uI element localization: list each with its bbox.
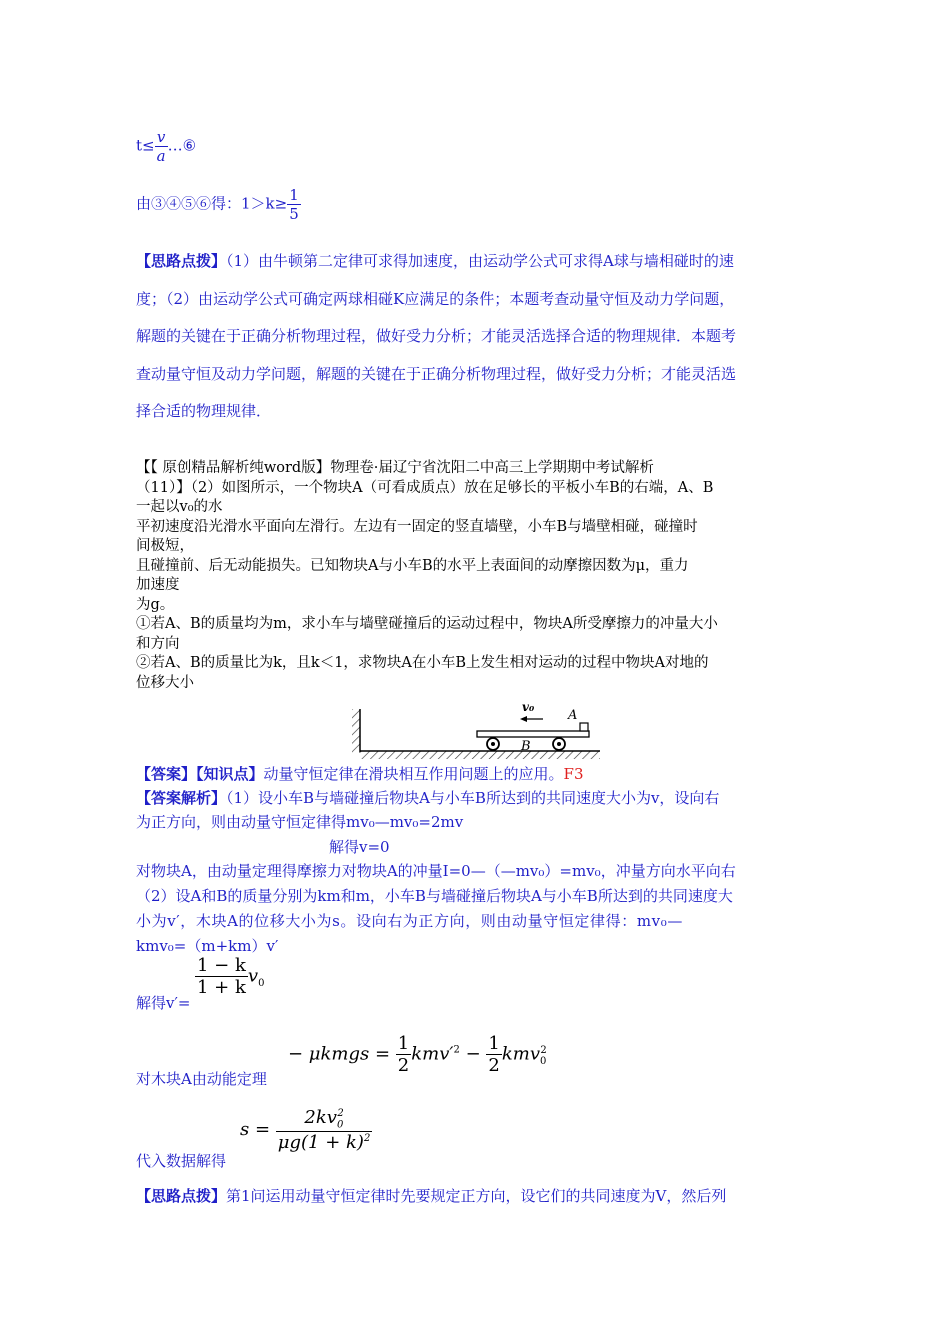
- formula-vprime: $\frac{1 - k}{1 + k}$ $v_0$: [197, 955, 265, 998]
- formula-k-range: 由③④⑤⑥得：1＞k≥ $\frac{1}{5}$: [136, 186, 299, 223]
- answer-line-7: kmv₀=（m+km）v′: [136, 937, 279, 955]
- answer-header: 【答案】【知识点】动量守恒定律在滑块相互作用问题上的应用。F3: [136, 765, 584, 783]
- ground: [360, 751, 600, 759]
- problem-statement: 【【 原创精品解析纯word版】物理卷·届辽宁省沈阳二中高三上学期期中考试解析 （11）】（2）如图所示，一个物块A（可看成质点）放在足够长的平板小车B的右端，A、B 一起以v₀的水 平初速度沿光滑水平面向左滑行。左边有一固定的竖直墙壁，小车B与墙壁相碰，碰撞时 间极短， 且碰撞前、后无动能损失。已知物块A与小车B的水平上表面间的动摩擦因数为μ，重力 加速度 为g。 ①若A、B的质量均为m，求小车与墙壁碰撞后的运动过程中，物块A所受摩擦力的冲量大小 和方向 ②若A、B的质量比为k，且k＜1，求物块A在小车B上发生相对运动的过程中物块A对地的 位移大小: [136, 460, 718, 691]
- energy-label: 对木块A由动能定理: [136, 1070, 267, 1088]
- wall: [352, 709, 360, 753]
- label-v0: v₀: [522, 700, 535, 714]
- block-a: [580, 723, 588, 731]
- answer-line-3: 解得v=0: [329, 838, 390, 856]
- formula-energy: − μkmgs = $\frac{1}{2}$ $kmv'^2$ − $\frac{1}{2}$ kmv$_0^2$: [288, 1033, 547, 1076]
- velocity-arrow: [520, 716, 543, 722]
- hint-paragraph-2: 【思路点拨】第1问运用动量守恒定律时先要规定正方向，设它们的共同速度为V，然后列: [136, 1187, 727, 1205]
- answer-line-1: 【答案解析】（1）设小车B与墙碰撞后物块A与小车B所达到的共同速度大小为v，设向右: [136, 789, 720, 807]
- fraction-one-fifth: $\frac{1}{5}$: [289, 186, 299, 223]
- answer-line-4: 对物块A，由动量定理得摩擦力对物块A的冲量I=0—（—mv₀）=mv₀，冲量方向水平向右: [136, 862, 736, 880]
- label-b: B: [521, 739, 531, 754]
- label-a: A: [568, 708, 578, 723]
- cart-b: [477, 731, 589, 750]
- answer-line-5: （2）设A和B的质量分别为km和m，小车B与墙碰撞后物块A与小车B所达到的共同速度大: [136, 887, 733, 905]
- formula-t-bound: t≤ $\frac{v}{a}$ …⑥: [136, 128, 197, 165]
- cart-wall-diagram: [350, 694, 610, 760]
- subst-label: 代入数据解得: [136, 1152, 227, 1170]
- hint-paragraph-1: 【思路点拨】（1）由牛顿第二定律可求得加速度，由运动学公式可求得A球与墙相碰时的速 度；（2）由运动学公式可确定两球相碰K应满足的条件；本题考查动量守恒及动力学问题， 解题的关键在于正确分析物理过程，做好受力分析；才能灵活选择合适的物理规律．本题考 查动量守恒及动力学问题，解题的关键在于正确分析物理过程，做好受力分析；才能灵活选 择合适的物理规律．: [136, 252, 737, 420]
- answer-line-2: 为正方向，则由动量守恒定律得mv₀—mv₀=2mv: [136, 813, 464, 831]
- fraction-v-over-a: $\frac{v}{a}$: [156, 128, 166, 165]
- answer-line-6: 小为v′，木块A的位移大小为s。设向右为正方向，则由动量守恒定律得：mv₀—: [136, 912, 683, 930]
- formula-s: s = $\frac{2kv_0^2}{\mu g(1 + k)^2}$: [240, 1107, 371, 1153]
- solve-vprime-label: 解得v′=: [136, 994, 191, 1012]
